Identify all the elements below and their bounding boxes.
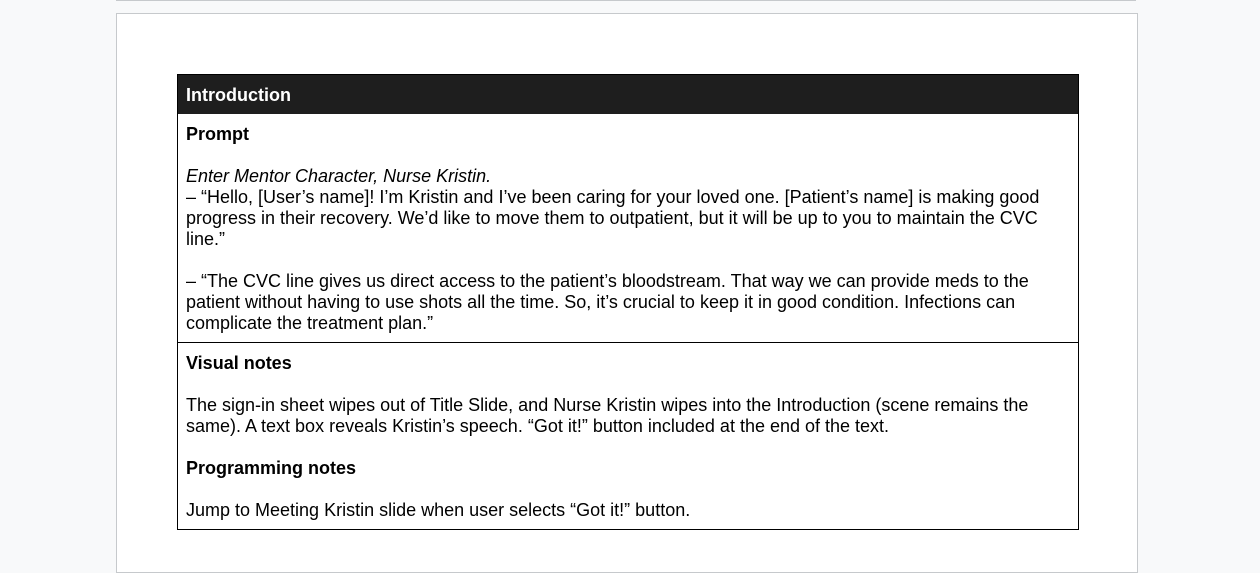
visual-notes-heading: Visual notes: [186, 353, 292, 373]
dialogue-line-2: – “The CVC line gives us direct access to the patient’s bloodstream. That way we can provide meds to the patient without having to use shots all the time. So, it’s crucial to keep it in good condition. Infections can complicate the treatment plan.”: [186, 271, 1029, 333]
prompt-heading: Prompt: [186, 124, 249, 144]
table-header-introduction: Introduction: [178, 75, 1078, 114]
spacer: [186, 250, 1070, 271]
programming-notes-text: Jump to Meeting Kristin slide when user selects “Got it!” button.: [186, 500, 691, 520]
dialogue-line-1: – “Hello, [User’s name]! I’m Kristin and I’ve been caring for your loved one. [Patient’s name] is making good progress in their recovery. We’d like to move them to outpatient, but it will be up to you to maintain the CVC line.”: [186, 187, 1040, 249]
previous-page-edge: [116, 0, 1136, 1]
spacer: [186, 145, 1070, 166]
spacer: [186, 437, 1070, 458]
prompt-cell[interactable]: [178, 114, 1078, 342]
visual-notes-text: The sign-in sheet wipes out of Title Slide, and Nurse Kristin wipes into the Introduction (scene remains the same). A text box reveals Kristin’s speech. “Got it!” button included at the end of the text.: [186, 395, 1029, 436]
document-page[interactable]: [116, 13, 1138, 573]
notes-cell[interactable]: [178, 342, 1078, 529]
spacer: [186, 479, 1070, 500]
spacer: [186, 374, 1070, 395]
programming-notes-heading: Programming notes: [186, 458, 357, 478]
stage-direction: Enter Mentor Character, Nurse Kristin.: [186, 166, 492, 186]
storyboard-table: [177, 74, 1079, 530]
